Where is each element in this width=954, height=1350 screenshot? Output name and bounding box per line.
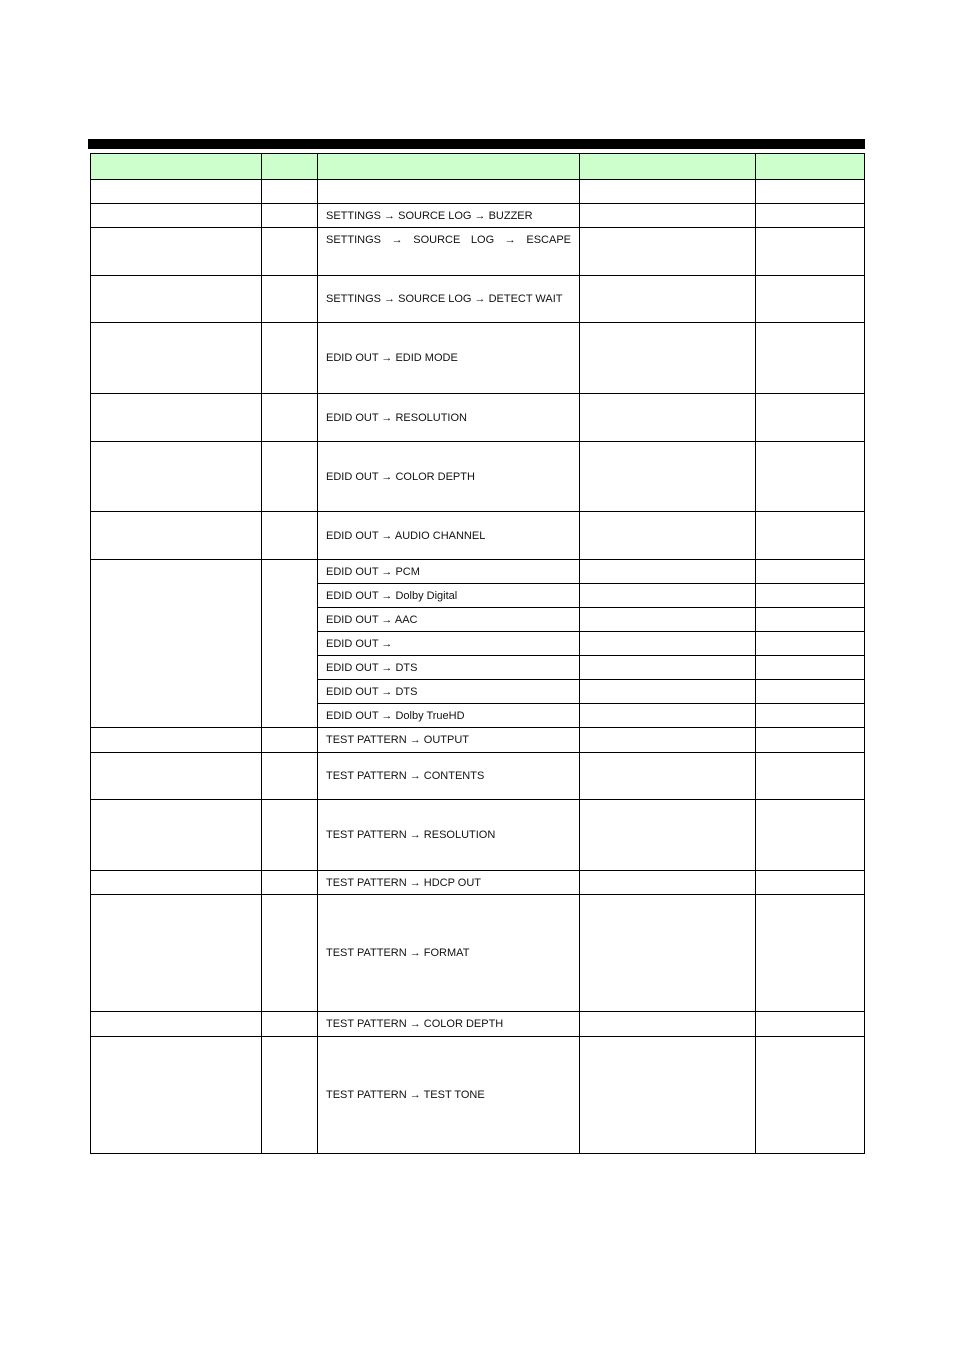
table-row <box>91 180 865 204</box>
table-row <box>91 512 865 560</box>
table-row <box>91 871 865 895</box>
settings-table <box>90 153 865 1154</box>
menu-path-cell: EDID OUT → Dolby TrueHD <box>318 704 580 728</box>
table-row <box>91 323 865 394</box>
menu-path-cell: SETTINGS → SOURCE LOG → ESCAPE <box>318 228 580 276</box>
section-title-bar <box>88 139 865 149</box>
header-cell <box>580 154 756 180</box>
header-cell <box>318 154 580 180</box>
header-cell <box>756 154 865 180</box>
menu-path-cell: SETTINGS → SOURCE LOG → BUZZER <box>318 204 580 228</box>
menu-path-cell: TEST PATTERN → OUTPUT <box>318 728 580 753</box>
table-row <box>91 560 865 584</box>
menu-path-cell: SETTINGS → SOURCE LOG → DETECT WAIT <box>318 276 580 323</box>
table-row <box>91 394 865 442</box>
table-row <box>91 728 865 753</box>
header-cell <box>91 154 262 180</box>
table-row <box>91 228 865 276</box>
menu-path-cell: EDID OUT → EDID MODE <box>318 323 580 394</box>
table-row <box>91 1037 865 1154</box>
menu-path-cell: EDID OUT → RESOLUTION <box>318 394 580 442</box>
menu-path-cell: TEST PATTERN → FORMAT <box>318 895 580 1012</box>
menu-path-cell: TEST PATTERN → COLOR DEPTH <box>318 1012 580 1037</box>
menu-path-cell: EDID OUT → DTS <box>318 680 580 704</box>
menu-path-cell: EDID OUT → <box>318 632 580 656</box>
table-row <box>91 204 865 228</box>
table-header-row <box>91 154 865 180</box>
menu-path-cell: EDID OUT → AAC <box>318 608 580 632</box>
table-row <box>91 895 865 1012</box>
menu-path-cell: EDID OUT → DTS <box>318 656 580 680</box>
menu-path-cell: EDID OUT → Dolby Digital <box>318 584 580 608</box>
menu-path-cell: TEST PATTERN → HDCP OUT <box>318 871 580 895</box>
menu-path-cell: EDID OUT → AUDIO CHANNEL <box>318 512 580 560</box>
menu-path-cell: EDID OUT → PCM <box>318 560 580 584</box>
table-row <box>91 1012 865 1037</box>
menu-path-cell: TEST PATTERN → CONTENTS <box>318 753 580 800</box>
table-row <box>91 442 865 512</box>
header-cell <box>262 154 318 180</box>
table-row <box>91 276 865 323</box>
table-row <box>91 753 865 800</box>
menu-path-cell: EDID OUT → COLOR DEPTH <box>318 442 580 512</box>
menu-path-cell: TEST PATTERN → RESOLUTION <box>318 800 580 871</box>
table-row <box>91 800 865 871</box>
menu-path-cell: TEST PATTERN → TEST TONE <box>318 1037 580 1154</box>
